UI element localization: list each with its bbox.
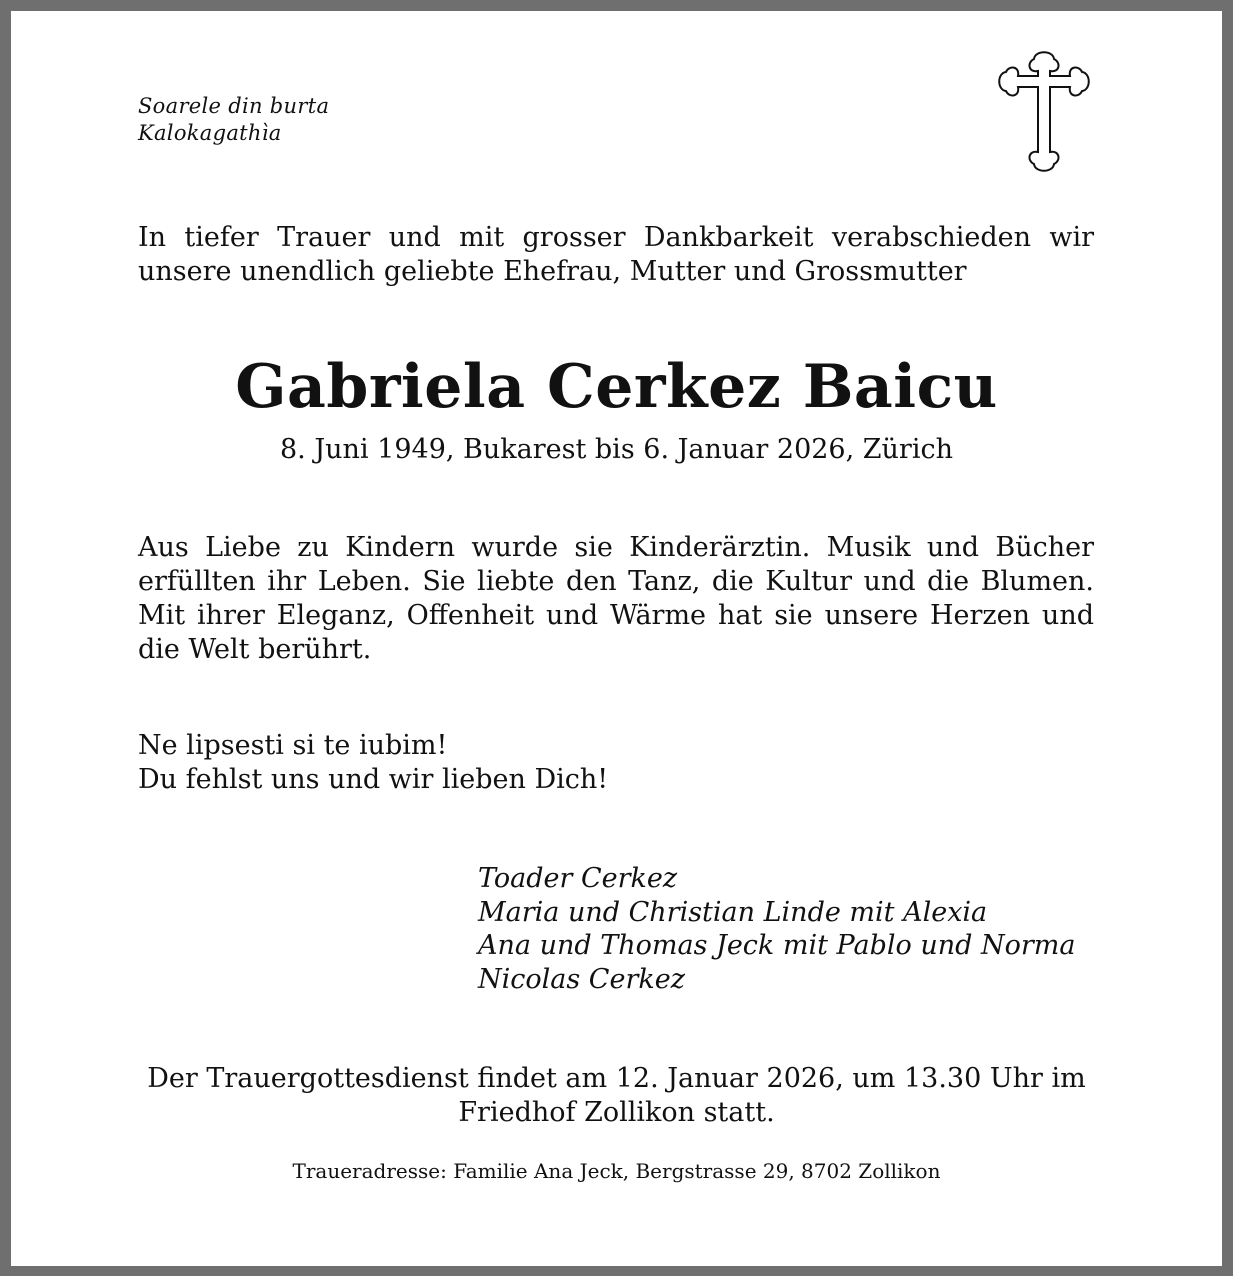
motto-line: Kalokagathìa [138, 121, 282, 145]
mourners-list [478, 862, 1075, 996]
service-line: Friedhof Zollikon statt. [458, 1097, 775, 1128]
mourning-address: Traueradresse: Familie Ana Jeck, Bergstrasse 29, 8702 Zollikon [292, 1159, 941, 1183]
service-line: Der Trauergottesdienst findet am 12. Januar 2026, um 13.30 Uhr im [147, 1063, 1086, 1094]
obituary-page [11, 11, 1222, 1266]
farewell-message [138, 729, 608, 797]
mourner-name: Ana und Thomas Jeck mit Pablo und Norma [478, 930, 1076, 961]
motto-line: Soarele din burta [138, 94, 330, 118]
orthodox-cross-icon [994, 47, 1094, 177]
mourner-name: Nicolas Cerkez [478, 963, 685, 995]
mourner-name: Toader Cerkez [478, 863, 678, 894]
biography-text: Aus Liebe zu Kindern wurde sie Kinderärztin. Musik und Bücher erfüllten ihr Leben. Sie liebte den Tanz, die Kultur und die Blumen. Mit ihrer Eleganz, Offenheit und Wärme hat sie unsere Herzen und die Welt berührt. [138, 532, 1094, 665]
farewell-line: Du fehlst uns und wir lieben Dich! [138, 764, 609, 795]
mourner-name: Maria und Christian Linde mit Alexia [478, 896, 988, 928]
farewell-line: Ne lipsesti si te iubim! [138, 730, 448, 761]
deceased-name: Gabriela Cerkez Baicu [235, 352, 998, 422]
life-dates: 8. Juni 1949, Bukarest bis 6. Januar 2026, Zürich [280, 434, 953, 465]
service-announcement [11, 1062, 1222, 1130]
intro-text: In tiefer Trauer und mit grosser Dankbarkeit verabschieden wir unsere unendlich geliebte Ehefrau, Mutter und Grossmutter [138, 222, 1094, 287]
motto [138, 93, 329, 147]
